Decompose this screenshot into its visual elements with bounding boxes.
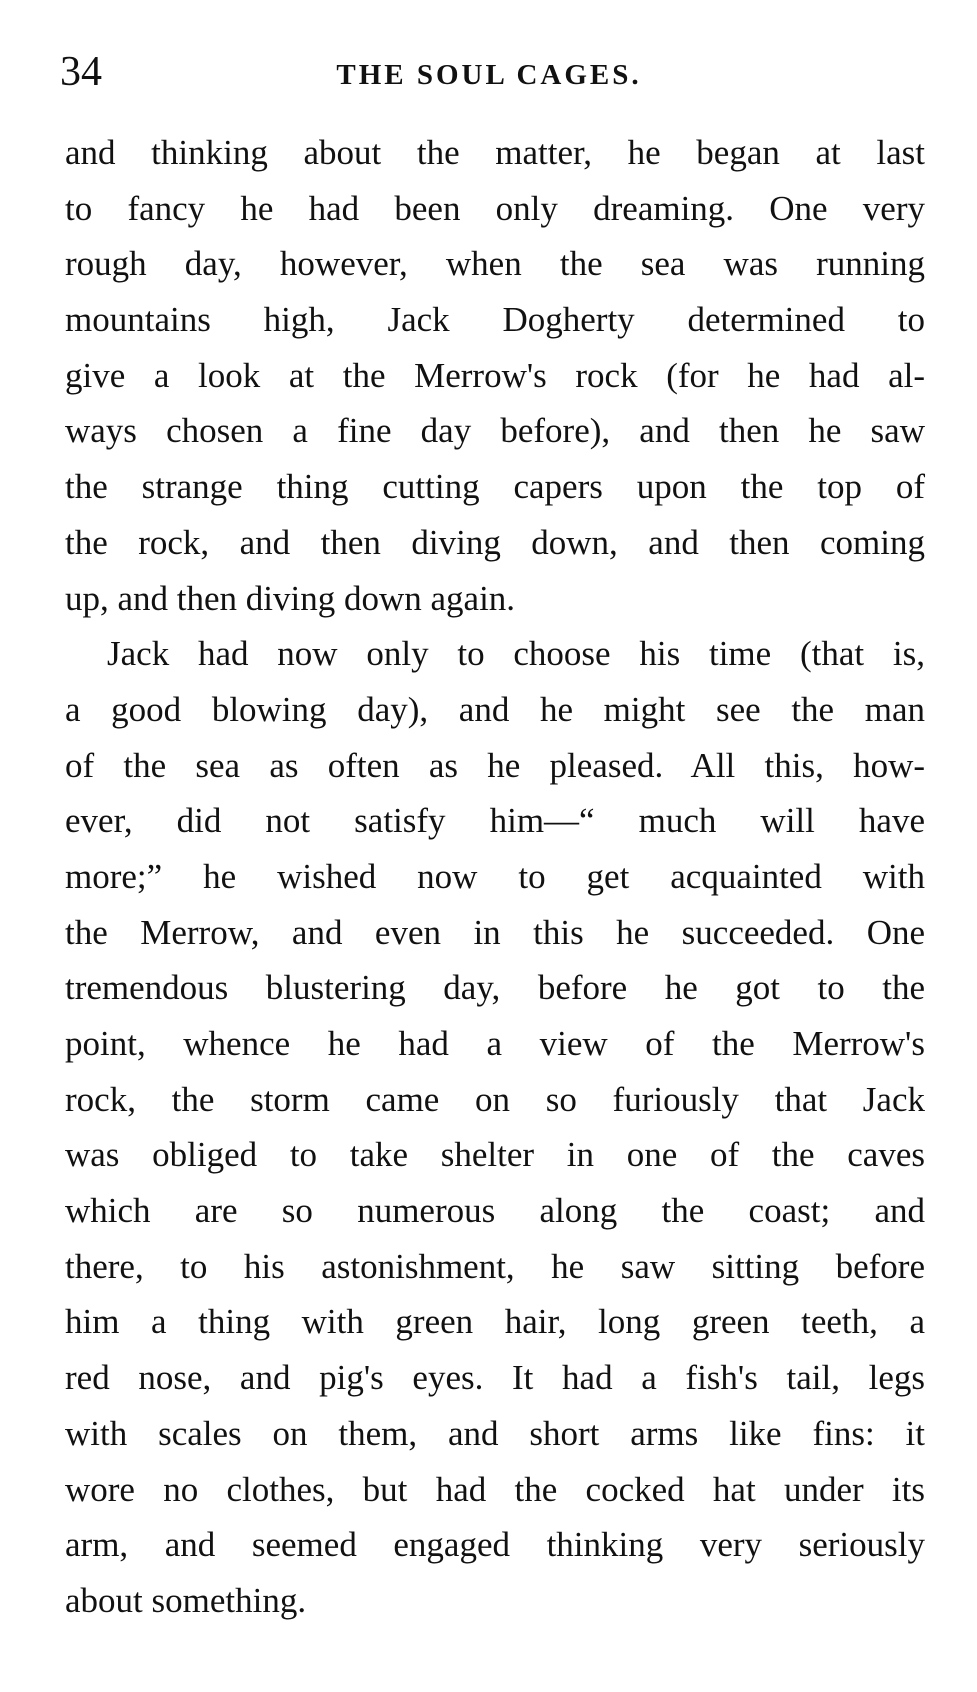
text-line: red nose, and pig's eyes. It had a fish's tail, legs xyxy=(65,1358,925,1398)
text-line: a good blowing day), and he might see the man xyxy=(65,689,925,729)
text-line: ways chosen a fine day before), and then he saw xyxy=(65,411,925,451)
text-line: which are so numerous along the coast; and xyxy=(65,1191,925,1231)
text-line: the rock, and then diving down, and then coming xyxy=(65,522,925,562)
text-line: and thinking about the matter, he began at last xyxy=(65,133,925,172)
text-line: mountains high, Jack Dogherty determined to xyxy=(65,300,925,340)
text-line: rock, the storm came on so furiously that Jack xyxy=(65,1079,925,1119)
text-line: was obliged to take shelter in one of the caves xyxy=(65,1135,925,1175)
text-line: the strange thing cutting capers upon the top of xyxy=(65,467,925,507)
running-title: THE SOUL CAGES. xyxy=(336,59,642,91)
text-line: there, to his astonishment, he saw sitting before xyxy=(65,1246,925,1286)
text-line: the Merrow, and even in this he succeeded. One xyxy=(65,912,925,952)
text-line: of the sea as often as he pleased. All this, how- xyxy=(65,745,925,785)
text-line: arm, and seemed engaged thinking very seriously xyxy=(65,1525,925,1565)
page-number: 34 xyxy=(60,49,102,95)
paragraph-first-line: Jack had now only to choose his time (that is, xyxy=(107,634,925,674)
text-line: up, and then diving down again. xyxy=(65,578,516,618)
text-line: rough day, however, when the sea was running xyxy=(65,244,925,284)
text-line: point, whence he had a view of the Merrow's xyxy=(65,1024,925,1063)
text-line: more;” he wished now to get acquainted with xyxy=(65,856,925,896)
text-line: give a look at the Merrow's rock (for he had al- xyxy=(65,355,925,395)
body-text xyxy=(65,125,925,1629)
text-line: about something. xyxy=(65,1580,307,1620)
text-line: to fancy he had been only dreaming. One very xyxy=(65,188,925,228)
text-line: with scales on them, and short arms like fins: it xyxy=(65,1413,925,1453)
text-line: wore no clothes, but had the cocked hat under its xyxy=(65,1469,925,1509)
text-line: him a thing with green hair, long green teeth, a xyxy=(65,1302,925,1342)
page-header xyxy=(60,42,918,102)
text-line: ever, did not satisfy him—“ much will have xyxy=(65,801,925,841)
text-line: tremendous blustering day, before he got to the xyxy=(65,968,925,1008)
